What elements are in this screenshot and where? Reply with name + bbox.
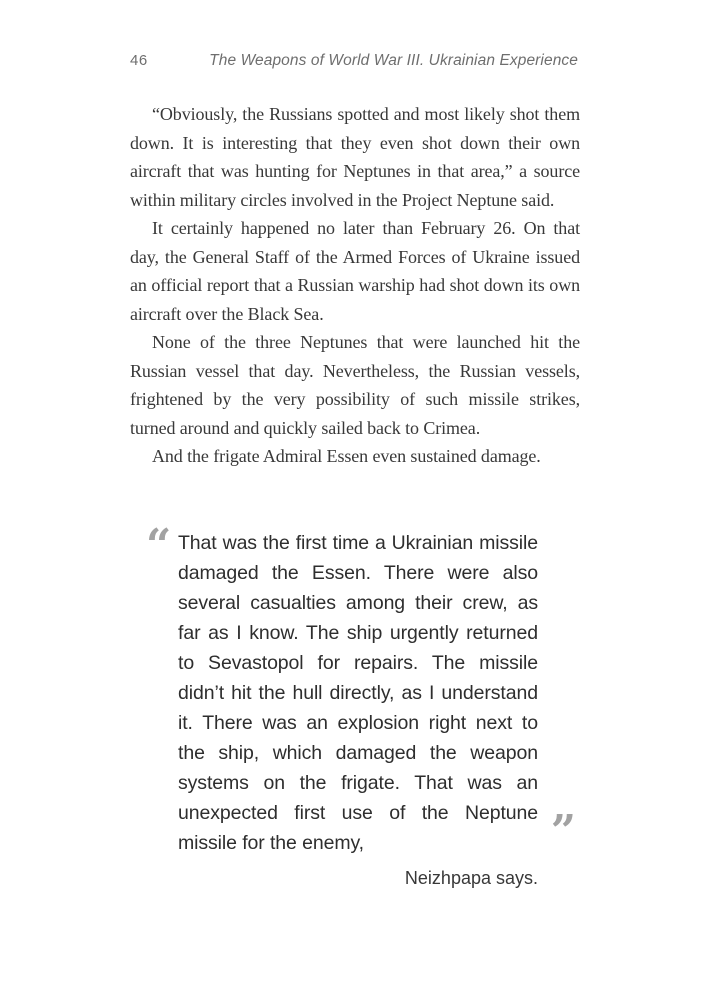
paragraph-1: “Obviously, the Russians spotted and most likely shot them down. It is interesting that they even shot down their own aircraft that was hunting for Neptunes in that area,” a source within military circles involved in the Project Neptune said. [130, 104, 580, 210]
running-title: The Weapons of World War III. Ukrainian Experience [209, 52, 578, 69]
paragraph-2: It certainly happened no later than February 26. On that day, the General Staff of the Armed Forces of Ukraine issued an official report that a Russian warship had shot down its own aircraft over the Black Sea. [130, 218, 580, 324]
open-quote-icon: “ [146, 520, 172, 571]
paragraph-3: None of the three Neptunes that were launched hit the Russian vessel that day. Nevertheless, the Russian vessels, frightened by the very possibility of such missile strikes, turned around and quickly sailed back to Crimea. [130, 332, 580, 438]
quote-attribution: Neizhpapa says. [404, 868, 538, 888]
quote-text: That was the first time a Ukrainian missile damaged the Essen. There were also several casualties among their crew, as far as I know. The ship urgently returned to Sevastopol for repairs. The missile didn’t hit the hull directly, as I understand it. There was an explosion right next to the ship, which damaged the weapon systems on the frigate. That was an unexpected first use of the Neptune missile for the enemy, [178, 532, 538, 854]
body-text [130, 100, 580, 471]
page-header [130, 52, 578, 70]
page-number: 46 [130, 52, 148, 69]
pull-quote [130, 520, 578, 890]
paragraph-4: And the frigate Admiral Essen even sustained damage. [152, 446, 541, 466]
close-quote-icon: ” [550, 806, 576, 857]
